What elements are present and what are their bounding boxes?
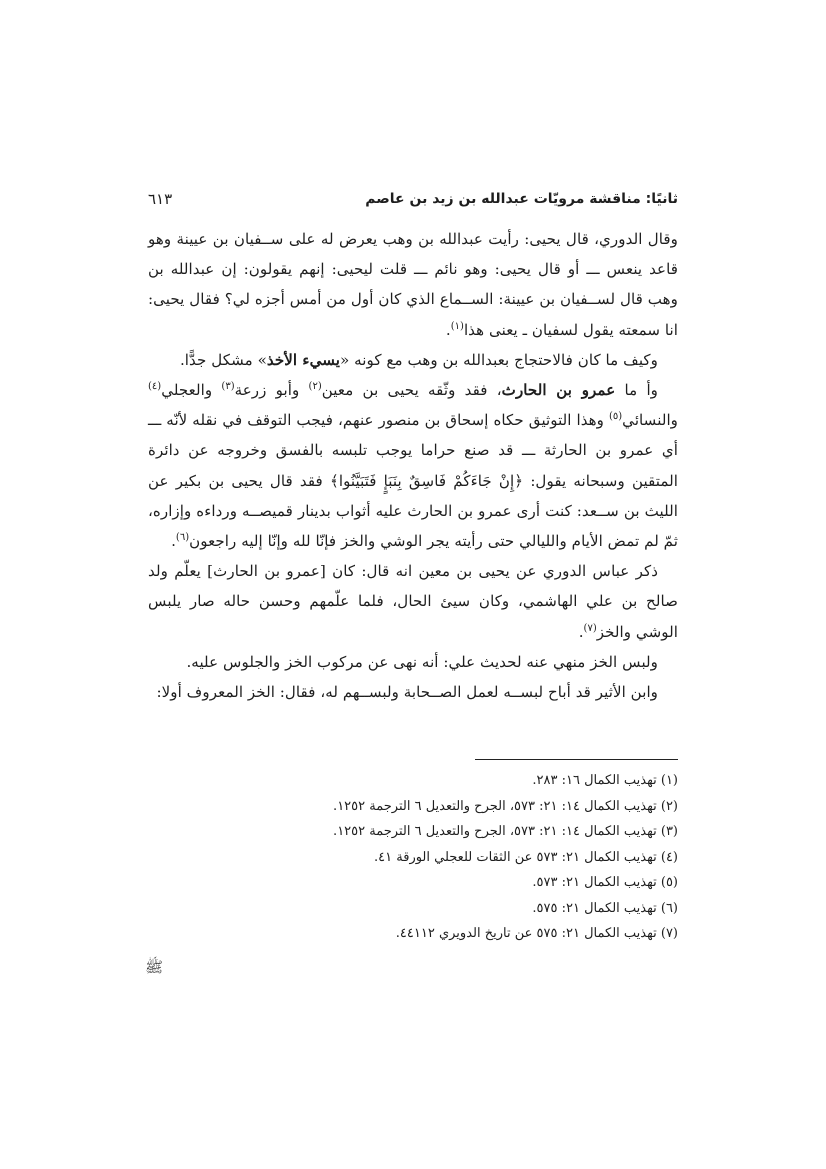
footnote-5: (٥) تهذيب الكمال ٢١: ٥٧٣. xyxy=(532,875,678,890)
footnote-7: (٧) تهذيب الكمال ٢١: ٥٧٥ عن تاريخ الدويري ٤٤١١٢. xyxy=(395,926,678,941)
paragraph-3 xyxy=(148,375,678,556)
paragraph-2-post: » مشكل جدًّا. xyxy=(179,350,267,369)
paragraph-4-text: ذكر عباس الدوري عن يحيى بن معين انه قال: كان [عمرو بن الحارث] يعلّم ولد صالح بن علي الهاشمي، وكان سيئ الحال، فلما علّمهم وحسن حاله صار يلبس الوشي والخز xyxy=(148,562,678,641)
paragraph-3-bold-name: عمرو بن الحارث xyxy=(501,381,616,400)
paragraph-1-tail: . xyxy=(445,320,451,339)
footnote-ref-6: (٦) xyxy=(175,531,190,543)
paragraph-4-tail: . xyxy=(578,622,584,641)
paragraph-3-part-2: ، فقد وثّقه يحيى بن معين xyxy=(321,381,502,400)
footnote-4: (٤) تهذيب الكمال ٢١: ٥٧٣ عن الثقات للعجلي الورقة ٤١. xyxy=(374,849,678,865)
page-number: ٦١٣ xyxy=(148,190,173,208)
paragraph-1 xyxy=(148,224,678,345)
paragraph-5 xyxy=(148,647,678,677)
paragraph-2 xyxy=(148,345,678,375)
footnote-divider xyxy=(475,759,678,760)
footnote-ref-3: (٣) xyxy=(221,380,235,392)
footnote-ref-2: (٢) xyxy=(308,380,322,392)
body-text xyxy=(148,224,678,707)
footnote-6: (٦) تهذيب الكمال ٢١: ٥٧٥. xyxy=(532,900,678,916)
paragraph-3-part-3: وأبو زرعة xyxy=(234,381,309,400)
paragraph-5-text: ولبس الخز منهي عنه لحديث علي: أنه نهى عن مركوب الخز والجلوس عليه. xyxy=(186,652,658,671)
end-ornament-icon: ﷺ xyxy=(145,958,164,976)
running-header-title: ثانيًا: مناقشة مرويّات عبدالله بن زيد بن عاصم xyxy=(365,191,678,207)
footnote-3: (٣) تهذيب الكمال ١٤: ٢١: ٥٧٣، الجرح والتعديل ٦ الترجمة ١٢٥٢. xyxy=(333,824,678,839)
paragraph-3-part-6: وهذا التوثيق حكاه إسحاق بن منصور عنهم، فيجب التوقف في نقله لأنّه ـــ أي عمرو بن الحارثة ـــ قد صنع حراما يوجب تلبسه بالفسق وخروجه عن دائرة المتقين وسبحانه يقول: ﴿إِنْ جَاءَكُمْ فَاسِقٌ بِنَبَإٍ فَتَبَيَّنُوا﴾ فقد قال يحيى بن بكير عن الليث بن ســعد: كنت أرى عمرو بن الحارث عليه أثواب بدينار قميصــه ورداءه وإزاره، ثمّ لم تمض الأيام والليالي حتى رأيته يجر الوشي والخز فإنّا لله وإنّا إليه راجعون xyxy=(148,411,678,551)
paragraph-4 xyxy=(148,556,678,647)
footnotes xyxy=(148,768,678,947)
footnote-ref-7: (٧) xyxy=(583,622,597,634)
footnote-ref-4: (٤) xyxy=(148,380,162,392)
paragraph-3-part-4: والعجلي xyxy=(161,381,222,400)
paragraph-3-part-7: . xyxy=(171,532,176,551)
paragraph-6 xyxy=(148,677,678,707)
footnote-ref-1: (١) xyxy=(450,320,464,332)
footnote-2: (٢) تهذيب الكمال ١٤: ٢١: ٥٧٣، الجرح والتعديل ٦ الترجمة ١٢٥٢. xyxy=(333,798,678,814)
footnote-1: (١) تهذيب الكمال ١٦: ٢٨٣. xyxy=(532,773,678,788)
paragraph-6-text: وابن الأثير قد أباح لبســه لعمل الصــحابة ولبســهم له، فقال: الخز المعروف أولا: xyxy=(156,683,658,702)
paragraph-2-bold: يسيء الأخذ xyxy=(266,350,341,369)
paragraph-3-pre: وأ ما xyxy=(615,381,659,400)
footnote-ref-5: (٥) xyxy=(608,411,623,423)
paragraph-2-pre: وكيف ما كان فالاحتجاج بعبدالله بن وهب مع كونه « xyxy=(340,350,658,369)
page-header xyxy=(148,186,678,212)
paragraph-1-text: وقال الدوري، قال يحيى: رأيت عبدالله بن وهب يعرض له على ســفيان بن عيينة وهو قاعد ينعس ـــ أو قال يحيى: وهو نائم ـــ قلت ليحيى: إنهم يقولون: إن عبدالله بن وهب قال لســفيان بن عيينة: الســماع الذي كان أول من أمس أجزه لي؟ فقال يحيى: انا سمعته يقول لسفيان ـ يعنى هذا xyxy=(148,230,678,339)
paragraph-3-part-5: والنسائي xyxy=(622,411,678,430)
